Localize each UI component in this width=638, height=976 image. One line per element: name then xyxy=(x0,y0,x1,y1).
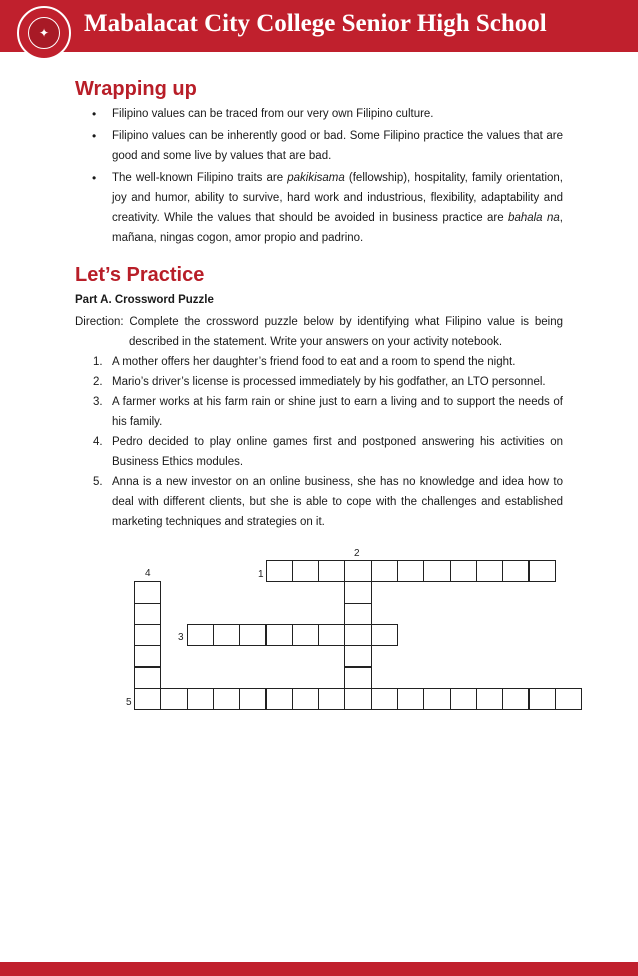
crossword-cell-5-across[interactable] xyxy=(502,688,529,710)
crossword-cell-1-across[interactable] xyxy=(529,560,556,582)
crossword-cell-2-down[interactable] xyxy=(344,603,371,625)
bullet-text: The well-known Filipino traits are xyxy=(112,172,288,184)
crossword-cell-1-across[interactable] xyxy=(344,560,371,582)
crossword-cell-5-across[interactable] xyxy=(397,688,424,710)
crossword-cell-4-down[interactable] xyxy=(134,688,161,710)
clue-number: 4. xyxy=(93,436,103,448)
crossword-cell-1-across[interactable] xyxy=(318,560,345,582)
lets-practice-heading: Let’s Practice xyxy=(75,264,205,286)
crossword-cell-1-across[interactable] xyxy=(292,560,319,582)
wrapping-up-heading: Wrapping up xyxy=(75,78,197,100)
crossword-cell-1-across[interactable] xyxy=(502,560,529,582)
clue-text: Anna is a new investor on an online business, she has no knowledge and idea how to deal with different clients, but she is able to cope with the challenges and established marketing techniques and strategies on it. xyxy=(112,476,563,528)
crossword-cell-5-across[interactable] xyxy=(266,688,293,710)
crossword-cell-5-across[interactable] xyxy=(213,688,240,710)
crossword-cell-5-across[interactable] xyxy=(371,688,398,710)
bullet-emphasis: bahala na xyxy=(508,212,560,224)
crossword-cell-5-across[interactable] xyxy=(318,688,345,710)
crossword-cell-5-across[interactable] xyxy=(423,688,450,710)
crossword-cell-4-down[interactable] xyxy=(134,667,161,689)
crossword-number-2: 2 xyxy=(354,548,360,559)
part-a-label: Part A. Crossword Puzzle xyxy=(75,294,214,306)
crossword-cell-3-across[interactable] xyxy=(371,624,398,646)
crossword-cell-1-across[interactable] xyxy=(266,560,293,582)
crossword-cell-1-across[interactable] xyxy=(423,560,450,582)
crossword-cell-5-across[interactable] xyxy=(344,688,371,710)
direction-line: Direction: Complete the crossword puzzle below by identifying what Filipino value is being xyxy=(75,316,563,328)
crossword-cell-5-across[interactable] xyxy=(476,688,503,710)
clue-text: A farmer works at his farm rain or shine just to earn a living and to support the needs of his family. xyxy=(112,396,563,428)
clue-number: 5. xyxy=(93,476,103,488)
seal-emblem-icon: ✦ xyxy=(38,26,50,40)
direction-line: described in the statement. Write your answers on your activity notebook. xyxy=(129,336,503,348)
crossword-cell-5-across[interactable] xyxy=(239,688,266,710)
crossword-cell-2-down[interactable] xyxy=(344,581,371,603)
crossword-cell-4-down[interactable] xyxy=(134,603,161,625)
bullet-emphasis: pakikisama xyxy=(287,172,345,184)
crossword-number-1: 1 xyxy=(258,569,264,580)
crossword-number-4: 4 xyxy=(145,568,151,579)
crossword-cell-5-across[interactable] xyxy=(292,688,319,710)
clue-number: 1. xyxy=(93,356,103,368)
crossword-cell-5-across[interactable] xyxy=(450,688,477,710)
crossword-cell-3-across[interactable] xyxy=(213,624,240,646)
crossword-number-5: 5 xyxy=(126,697,132,708)
crossword-cell-3-across[interactable] xyxy=(266,624,293,646)
crossword-cell-1-across[interactable] xyxy=(450,560,477,582)
bullet-text: , mañana, ningas cogon, amor propio and padrino. xyxy=(112,212,563,244)
crossword-cell-1-across[interactable] xyxy=(371,560,398,582)
crossword-cell-5-across[interactable] xyxy=(529,688,556,710)
school-title: Mabalacat City College Senior High School xyxy=(84,10,547,37)
list-item: • Filipino values can be inherently good or bad. Some Filipino practice the values that are good and some live by values that are bad. xyxy=(75,126,563,166)
crossword-cell-4-down[interactable] xyxy=(134,645,161,667)
crossword-cell-5-across[interactable] xyxy=(555,688,582,710)
bullet-text: (fellowship), hospitality, family orientation, joy and humor, ability to survive, hard work and industrious, flexibility, adaptability and creativity. While the values that should be avoided in business practice are xyxy=(112,172,563,224)
clue-number: 3. xyxy=(93,396,103,408)
clue-number: 2. xyxy=(93,376,103,388)
crossword-cell-5-across[interactable] xyxy=(160,688,187,710)
list-item: • Filipino values can be traced from our very own Filipino culture. xyxy=(75,104,563,124)
crossword-cell-3-across[interactable] xyxy=(318,624,345,646)
clue-text: Mario’s driver’s license is processed immediately by his godfather, an LTO personnel. xyxy=(112,376,546,388)
crossword-cell-3-across[interactable] xyxy=(187,624,214,646)
crossword-cell-2-down[interactable] xyxy=(344,624,371,646)
crossword-cell-4-down[interactable] xyxy=(134,624,161,646)
page-footer-bar xyxy=(0,962,638,976)
crossword-cell-4-down[interactable] xyxy=(134,581,161,603)
clue-text: Pedro decided to play online games first and postponed answering his activities on Business Ethics modules. xyxy=(112,436,563,468)
crossword-number-3: 3 xyxy=(178,632,184,643)
crossword-cell-1-across[interactable] xyxy=(397,560,424,582)
crossword-cell-3-across[interactable] xyxy=(239,624,266,646)
crossword-cell-3-across[interactable] xyxy=(292,624,319,646)
crossword-cell-1-across[interactable] xyxy=(476,560,503,582)
clue-text: A mother offers her daughter’s friend food to eat and a room to spend the night. xyxy=(112,356,516,368)
crossword-cell-5-across[interactable] xyxy=(187,688,214,710)
crossword-cell-2-down[interactable] xyxy=(344,645,371,667)
crossword-cell-2-down[interactable] xyxy=(344,667,371,689)
